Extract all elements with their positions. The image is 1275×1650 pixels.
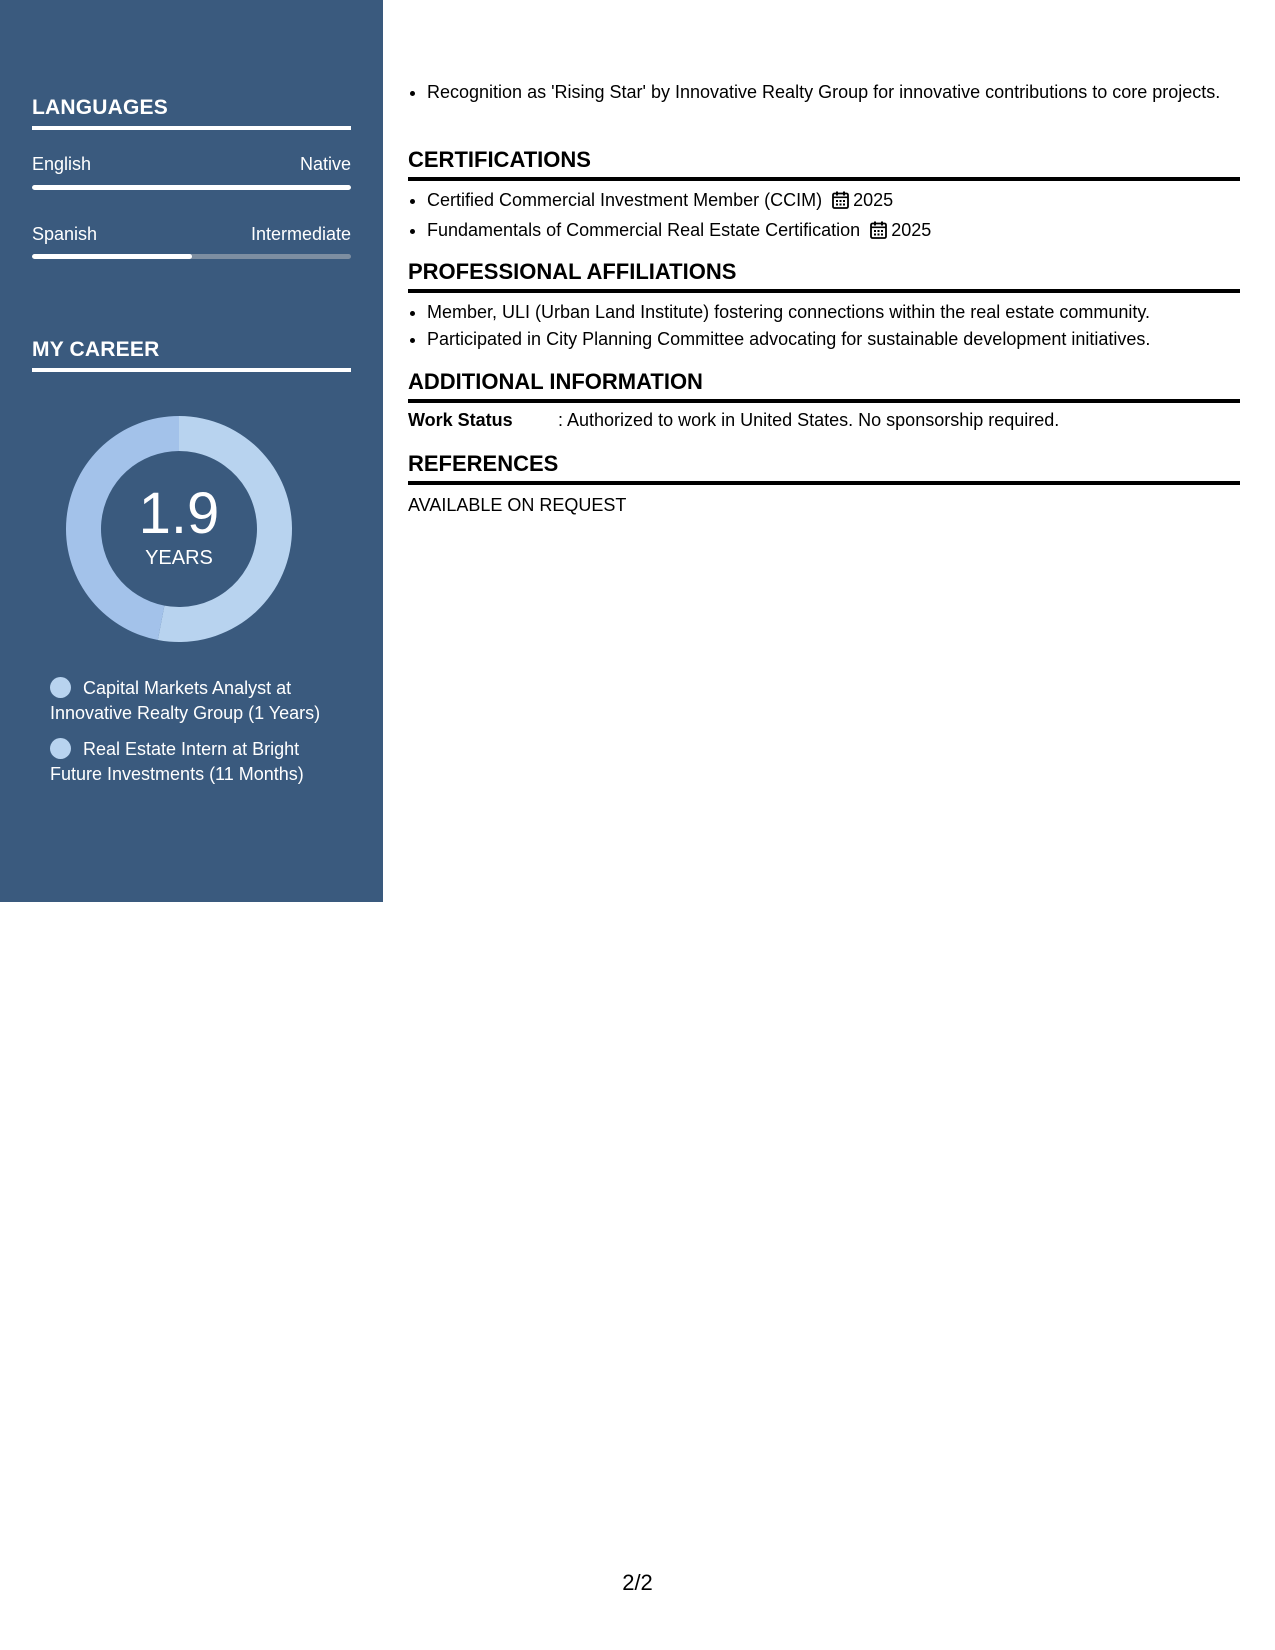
career-item	[50, 676, 330, 725]
certification-year: 2025	[891, 220, 932, 240]
certification-name: Fundamentals of Commercial Real Estate Certification	[427, 220, 861, 240]
career-donut	[66, 416, 292, 642]
calendar-icon	[832, 191, 849, 216]
career-total-unit: YEARS	[145, 546, 213, 569]
language-level: Native	[299, 154, 351, 174]
language-bar-fill	[32, 185, 351, 190]
career-item-label: Real Estate Intern at Bright Future Investments (11 Months)	[50, 739, 304, 784]
career-dot-icon	[50, 677, 71, 698]
affiliations-heading: PROFESSIONAL AFFILIATIONS	[408, 259, 1240, 293]
certification-item	[427, 188, 1259, 216]
career-donut-center	[66, 416, 292, 642]
career-item	[50, 737, 330, 786]
award-item: • Recognition as 'Rising Star' by Innovative Realty Group for innovative contributions to core projects.	[427, 80, 1259, 105]
languages-heading: LANGUAGES	[32, 96, 351, 130]
certification-year: 2025	[853, 190, 894, 210]
references-heading: REFERENCES	[408, 451, 1240, 485]
work-status-label: Work Status	[408, 410, 513, 430]
page-number: 2/2	[622, 1570, 653, 1595]
language-bar-fill	[32, 254, 192, 259]
affiliation-item: • Member, ULI (Urban Land Institute) fostering connections within the real estate community.	[427, 300, 1259, 325]
language-english	[32, 154, 351, 175]
language-name: English	[32, 154, 92, 174]
language-spanish	[32, 224, 351, 245]
certification-name: Certified Commercial Investment Member (CCIM)	[427, 190, 823, 210]
sidebar	[0, 0, 383, 902]
language-bar-english	[32, 185, 351, 190]
awards-list	[408, 80, 1259, 107]
affiliation-item: • Participated in City Planning Committee advocating for sustainable development initiatives.	[427, 327, 1259, 352]
career-item-label: Capital Markets Analyst at Innovative Realty Group (1 Years)	[50, 678, 321, 723]
certification-item	[427, 218, 1259, 246]
language-name: Spanish	[32, 224, 98, 244]
career-dot-icon	[50, 738, 71, 759]
work-status-row	[408, 410, 1059, 431]
language-level: Intermediate	[250, 224, 351, 244]
additional-info-heading: ADDITIONAL INFORMATION	[408, 369, 1240, 403]
work-status-value: : Authorized to work in United States. No sponsorship required.	[558, 410, 1060, 430]
career-total-value: 1.9	[138, 480, 220, 546]
language-bar-spanish	[32, 254, 351, 259]
certifications-heading: CERTIFICATIONS	[408, 147, 1240, 181]
affiliations-list	[408, 300, 1259, 354]
career-list	[50, 676, 330, 798]
certifications-list	[408, 188, 1259, 248]
calendar-icon	[870, 221, 887, 246]
career-heading: MY CAREER	[32, 338, 351, 372]
references-text: AVAILABLE ON REQUEST	[408, 495, 627, 515]
